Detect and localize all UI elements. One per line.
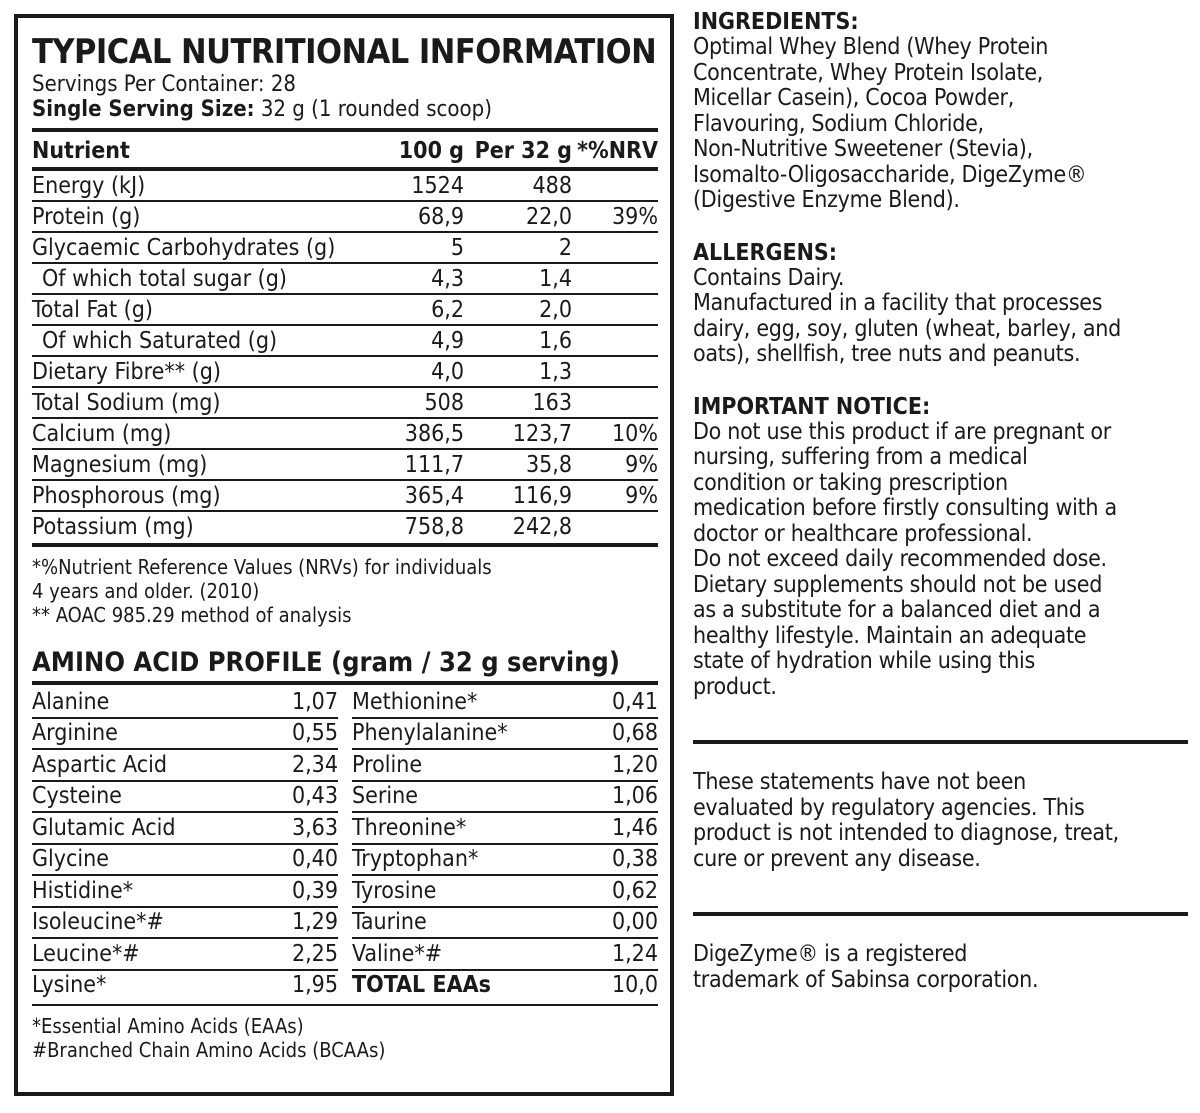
table-row — [32, 749, 338, 781]
table-row — [352, 687, 658, 718]
amino-value: 1,46 — [588, 812, 658, 844]
nutrient-per100: 6,2 — [368, 294, 464, 325]
table-row — [352, 749, 658, 781]
serving-size — [32, 97, 658, 122]
nutrient-nrv: 39% — [572, 201, 658, 232]
spacer — [693, 214, 1188, 241]
amino-footnotes — [32, 1014, 658, 1062]
label-text-column — [693, 10, 1188, 993]
amino-value: 1,20 — [588, 749, 658, 781]
statement-line: These statements have not been — [693, 769, 1026, 795]
ingredients-line: Isomalto-Oligosaccharide, DigeZyme® — [693, 161, 1087, 188]
nutrient-nrv — [572, 387, 658, 418]
nutrient-nrv: 9% — [572, 449, 658, 480]
nutrient-nrv — [572, 356, 658, 387]
trademark-line: trademark of Sabinsa corporation. — [693, 966, 1039, 993]
ingredients-line: Concentrate, Whey Protein Isolate, — [693, 59, 1044, 86]
nutrient-name: Of which Saturated (g) — [32, 325, 368, 356]
nutrient-name: Magnesium (mg) — [32, 449, 368, 480]
nutrient-name: Protein (g) — [32, 201, 368, 232]
spacer — [693, 368, 1188, 395]
statement-line: product is not intended to diagnose, treat, — [693, 820, 1119, 846]
serving-size-value: 32 g (1 rounded scoop) — [254, 97, 492, 122]
table-row — [352, 718, 658, 750]
amino-name: Phenylalanine* — [352, 718, 588, 750]
notice-line: product. — [693, 673, 777, 700]
amino-value: 0,41 — [588, 687, 658, 718]
nutrition-panel — [14, 14, 674, 1096]
amino-value: 1,24 — [588, 938, 658, 970]
footnote-nrv: *%Nutrient Reference Values (NRVs) for individuals — [32, 555, 492, 579]
table-row — [352, 970, 658, 1001]
amino-value: 1,07 — [264, 687, 338, 718]
table-row — [32, 970, 338, 1001]
header-nutrient: Nutrient — [32, 137, 130, 164]
nutrient-per32: 1,3 — [464, 356, 572, 387]
table-row — [32, 844, 338, 876]
divider — [32, 543, 658, 547]
amino-name: Arginine — [32, 718, 264, 750]
amino-name: Glycine — [32, 844, 264, 876]
nutrient-nrv — [572, 232, 658, 263]
nutrient-name: Phosphorous (mg) — [32, 480, 368, 511]
nutrient-name: Potassium (mg) — [32, 511, 368, 541]
nutrient-per100: 758,8 — [368, 511, 464, 541]
table-row — [32, 907, 338, 939]
statement-line: evaluated by regulatory agencies. This — [693, 794, 1085, 821]
nutrient-name: Total Fat (g) — [32, 294, 368, 325]
nutrient-name: Calcium (mg) — [32, 418, 368, 449]
table-row — [32, 325, 658, 356]
amino-value: 2,25 — [264, 938, 338, 970]
divider — [32, 681, 658, 685]
nutrition-title: TYPICAL NUTRITIONAL INFORMATION — [32, 32, 657, 72]
ingredients-line: Flavouring, Sodium Chloride, — [693, 110, 984, 137]
notice-line: Do not exceed daily recommended dose. — [693, 546, 1107, 572]
nutrient-table — [32, 136, 658, 541]
amino-name: Lysine* — [32, 972, 107, 999]
nutrient-nrv — [572, 325, 658, 356]
nutrient-per32: 1,6 — [464, 325, 572, 356]
table-row — [32, 294, 658, 325]
nutrient-per100: 4,9 — [368, 325, 464, 356]
trademark-section — [693, 942, 1188, 993]
header-nrv: *%NRV — [577, 137, 658, 164]
notice-line: Dietary supplements should not be used — [693, 571, 1103, 598]
amino-column-right — [352, 687, 658, 1000]
statement-section — [693, 770, 1188, 872]
notice-line: condition or taking prescription — [693, 469, 1008, 496]
nutrient-per32: 163 — [464, 387, 572, 418]
allergens-line: dairy, egg, soy, gluten (wheat, barley, and — [693, 315, 1121, 342]
amino-name: Methionine* — [352, 687, 588, 718]
amino-value: 1,95 — [291, 972, 338, 999]
nutrient-name: Glycaemic Carbohydrates (g) — [32, 232, 368, 263]
notice-line: state of hydration while using this — [693, 648, 1035, 674]
nutrient-name: Total Sodium (mg) — [32, 387, 368, 418]
amino-name: Taurine — [352, 907, 588, 939]
header-per-32g: Per 32 g — [474, 137, 572, 164]
servings-per-container: Servings Per Container: 28 — [32, 72, 297, 97]
nutrient-per100: 68,9 — [368, 201, 464, 232]
table-row — [32, 875, 338, 907]
footnote-eaa: *Essential Amino Acids (EAAs) — [32, 1014, 304, 1038]
footnote-bcaa: #Branched Chain Amino Acids (BCAAs) — [32, 1038, 386, 1062]
amino-value: 0,00 — [588, 907, 658, 939]
allergens-line: Contains Dairy. — [693, 264, 845, 291]
table-row — [32, 232, 658, 263]
nutrition-footnotes — [32, 555, 658, 627]
amino-name: Cysteine — [32, 781, 264, 813]
nutrient-nrv — [572, 511, 658, 541]
notice-line: nursing, suffering from a medical — [693, 444, 1028, 470]
nutrient-per32: 116,9 — [464, 480, 572, 511]
notice-line: as a substitute for a balanced diet and a — [693, 597, 1101, 623]
amino-name: Threonine* — [352, 812, 588, 844]
amino-name: Histidine* — [32, 875, 264, 907]
nutrient-name: Dietary Fibre** (g) — [32, 356, 368, 387]
table-row — [32, 387, 658, 418]
amino-total-value: 10,0 — [611, 972, 658, 999]
ingredients-line: Micellar Casein), Cocoa Powder, — [693, 85, 1014, 111]
nutrient-per100: 5 — [368, 232, 464, 263]
ingredients-heading: INGREDIENTS: — [693, 9, 859, 35]
amino-name: Isoleucine*# — [32, 907, 264, 939]
ingredients-line: Non-Nutritive Sweetener (Stevia), — [693, 136, 1033, 162]
amino-name: Glutamic Acid — [32, 812, 264, 844]
table-row — [32, 449, 658, 480]
ingredients-line: Optimal Whey Blend (Whey Protein — [693, 34, 1049, 60]
table-row — [32, 938, 338, 970]
amino-value: 0,68 — [588, 718, 658, 750]
allergens-section — [693, 241, 1188, 368]
amino-value: 0,39 — [264, 875, 338, 907]
allergens-heading: ALLERGENS: — [693, 239, 838, 266]
notice-section — [693, 395, 1188, 701]
table-row — [32, 356, 658, 387]
table-row — [352, 875, 658, 907]
nutrient-per32: 2,0 — [464, 294, 572, 325]
nutrient-per32: 1,4 — [464, 263, 572, 294]
table-row — [32, 480, 658, 511]
table-row — [32, 812, 338, 844]
nutrient-per32: 242,8 — [464, 511, 572, 541]
allergens-line: oats), shellfish, tree nuts and peanuts. — [693, 341, 1081, 367]
amino-value: 1,06 — [588, 781, 658, 813]
amino-total-label: TOTAL EAAs — [352, 972, 491, 999]
table-row — [32, 263, 658, 294]
notice-line: doctor or healthcare professional. — [693, 520, 1033, 547]
nutrient-per100: 508 — [368, 387, 464, 418]
table-row — [32, 511, 658, 541]
nutrient-per32: 22,0 — [464, 201, 572, 232]
nutrition-panel-inner — [32, 32, 658, 1062]
table-row — [32, 718, 338, 750]
amino-table — [32, 687, 658, 1000]
nutrient-per100: 386,5 — [368, 418, 464, 449]
amino-value: 0,62 — [588, 875, 658, 907]
amino-value: 2,34 — [264, 749, 338, 781]
table-row — [352, 938, 658, 970]
amino-name: Valine*# — [352, 938, 588, 970]
nutrient-name: Of which total sugar (g) — [32, 263, 368, 294]
amino-name: Aspartic Acid — [32, 749, 264, 781]
table-row — [32, 201, 658, 232]
divider — [32, 1004, 658, 1006]
notice-heading: IMPORTANT NOTICE: — [693, 393, 931, 420]
table-row — [32, 418, 658, 449]
amino-name: Alanine — [32, 687, 264, 718]
footnote-aoac: ** AOAC 985.29 method of analysis — [32, 603, 352, 627]
nutrient-nrv — [572, 294, 658, 325]
nutrient-per100: 111,7 — [368, 449, 464, 480]
amino-value: 1,29 — [264, 907, 338, 939]
nutrient-per100: 4,0 — [368, 356, 464, 387]
nutrient-per32: 2 — [464, 232, 572, 263]
amino-value: 0,40 — [264, 844, 338, 876]
amino-value: 0,55 — [264, 718, 338, 750]
nutrient-nrv: 9% — [572, 480, 658, 511]
nutrient-name: Energy (kJ) — [32, 169, 368, 201]
amino-name: Serine — [352, 781, 588, 813]
ingredients-section — [693, 10, 1188, 214]
divider — [693, 912, 1188, 916]
amino-value: 3,63 — [264, 812, 338, 844]
nutrient-table-header — [32, 136, 658, 169]
table-row — [32, 169, 658, 201]
table-row — [352, 812, 658, 844]
nutrient-per100: 1524 — [368, 169, 464, 201]
divider — [693, 740, 1188, 744]
amino-name: Tyrosine — [352, 875, 588, 907]
nutrient-per32: 35,8 — [464, 449, 572, 480]
table-row — [352, 781, 658, 813]
amino-column-left — [32, 687, 338, 1000]
nutrient-per32: 123,7 — [464, 418, 572, 449]
header-per-100g: 100 g — [398, 137, 464, 164]
ingredients-line: (Digestive Enzyme Blend). — [693, 187, 960, 213]
divider — [32, 128, 658, 132]
amino-title: AMINO ACID PROFILE (gram / 32 g serving) — [32, 647, 620, 678]
notice-line: healthy lifestyle. Maintain an adequate — [693, 622, 1087, 649]
statement-line: cure or prevent any disease. — [693, 845, 981, 872]
nutrient-nrv — [572, 169, 658, 201]
amino-value: 0,43 — [264, 781, 338, 813]
nutrient-nrv: 10% — [572, 418, 658, 449]
amino-name: Proline — [352, 749, 588, 781]
table-row — [352, 844, 658, 876]
table-row — [352, 907, 658, 939]
notice-line: Do not use this product if are pregnant or — [693, 418, 1111, 445]
amino-value: 0,38 — [588, 844, 658, 876]
nutrient-nrv — [572, 263, 658, 294]
amino-name: Tryptophan* — [352, 844, 588, 876]
table-row — [32, 687, 338, 718]
nutrient-per100: 365,4 — [368, 480, 464, 511]
amino-name: Leucine*# — [32, 938, 264, 970]
trademark-line: DigeZyme® is a registered — [693, 941, 968, 967]
footnote-nrv-age: 4 years and older. (2010) — [32, 579, 260, 603]
allergens-line: Manufactured in a facility that processes — [693, 290, 1103, 316]
serving-size-label: Single Serving Size: — [32, 97, 255, 122]
nutrient-per100: 4,3 — [368, 263, 464, 294]
notice-line: medication before firstly consulting with a — [693, 495, 1117, 521]
table-row — [32, 781, 338, 813]
nutrient-per32: 488 — [464, 169, 572, 201]
